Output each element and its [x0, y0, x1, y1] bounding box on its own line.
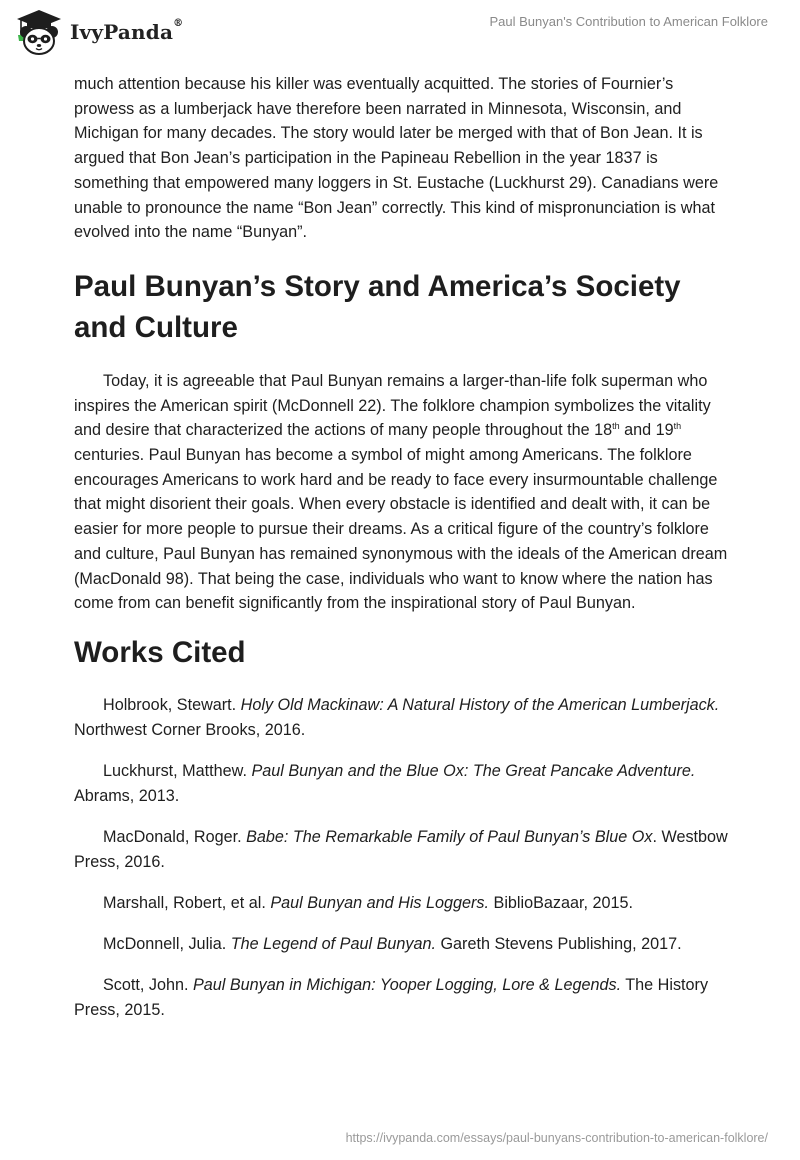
works-cited-list — [74, 693, 728, 1023]
essay-content — [74, 72, 728, 1023]
citation-entry: MacDonald, Roger. Babe: The Remarkable Family of Paul Bunyan’s Blue Ox. Westbow Press, 2016. — [74, 827, 728, 871]
citation-entry: Scott, John. Paul Bunyan in Michigan: Yooper Logging, Lore & Legends. The History Press, 2015. — [74, 975, 709, 1019]
page-header — [0, 0, 800, 64]
panda-graduate-icon — [14, 8, 64, 56]
source-url-link[interactable]: https://ivypanda.com/essays/paul-bunyans-contribution-to-american-folklore/ — [345, 1131, 768, 1145]
logo-wordmark: IvyPanda® — [70, 18, 184, 44]
citation-entry: Holbrook, Stewart. Holy Old Mackinaw: A Natural History of the American Lumberjack. Northwest Corner Brooks, 2016. — [74, 695, 720, 739]
document-title: Paul Bunyan's Contribution to American Folklore — [489, 14, 768, 29]
section-heading: Paul Bunyan’s Story and America’s Society and Culture — [74, 269, 681, 344]
ivypanda-logo[interactable] — [14, 8, 183, 56]
section-paragraph: Today, it is agreeable that Paul Bunyan remains a larger-than-life folk superman who inspires the American spirit (McDonnell 22). The folklore champion symbolizes the vitality and desire that characterized the actions of many people throughout the 18th and 19th centuries. Paul Bunyan has become a symbol of might among Americans. The folklore encourages Americans to work hard and be ready to face every insurmountable challenge that might disorient their goals. When every obstacle is identified and dealt with, it can be easier for more people to pursue their dreams. As a critical figure of the country’s folklore and culture, Paul Bunyan has remained synonymous with the ideals of the American dream (MacDonald 98). That being the case, individuals who want to know where the nation has come from can benefit significantly from the inspirational story of Paul Bunyan. — [74, 371, 728, 613]
citation-entry: McDonnell, Julia. The Legend of Paul Bunyan. Gareth Stevens Publishing, 2017. — [103, 934, 682, 953]
works-cited-heading: Works Cited — [74, 635, 246, 669]
intro-paragraph: much attention because his killer was eventually acquitted. The stories of Fournier’s prowess as a lumberjack have therefore been narrated in Minnesota, Wisconsin, and Michigan for many decades. The story would later be merged with that of Bon Jean. It is argued that Bon Jean’s participation in the Papineau Rebellion in the year 1837 is something that empowered many loggers in St. Eustache (Luckhurst 29). Canadians were unable to pronounce the name “Bon Jean” correctly. This kind of mispronunciation is what evolved into the name “Bunyan”. — [74, 75, 719, 242]
citation-entry: Luckhurst, Matthew. Paul Bunyan and the Blue Ox: The Great Pancake Adventure. Abrams, 2013. — [74, 761, 696, 805]
citation-entry: Marshall, Robert, et al. Paul Bunyan and His Loggers. BiblioBazaar, 2015. — [103, 893, 634, 912]
